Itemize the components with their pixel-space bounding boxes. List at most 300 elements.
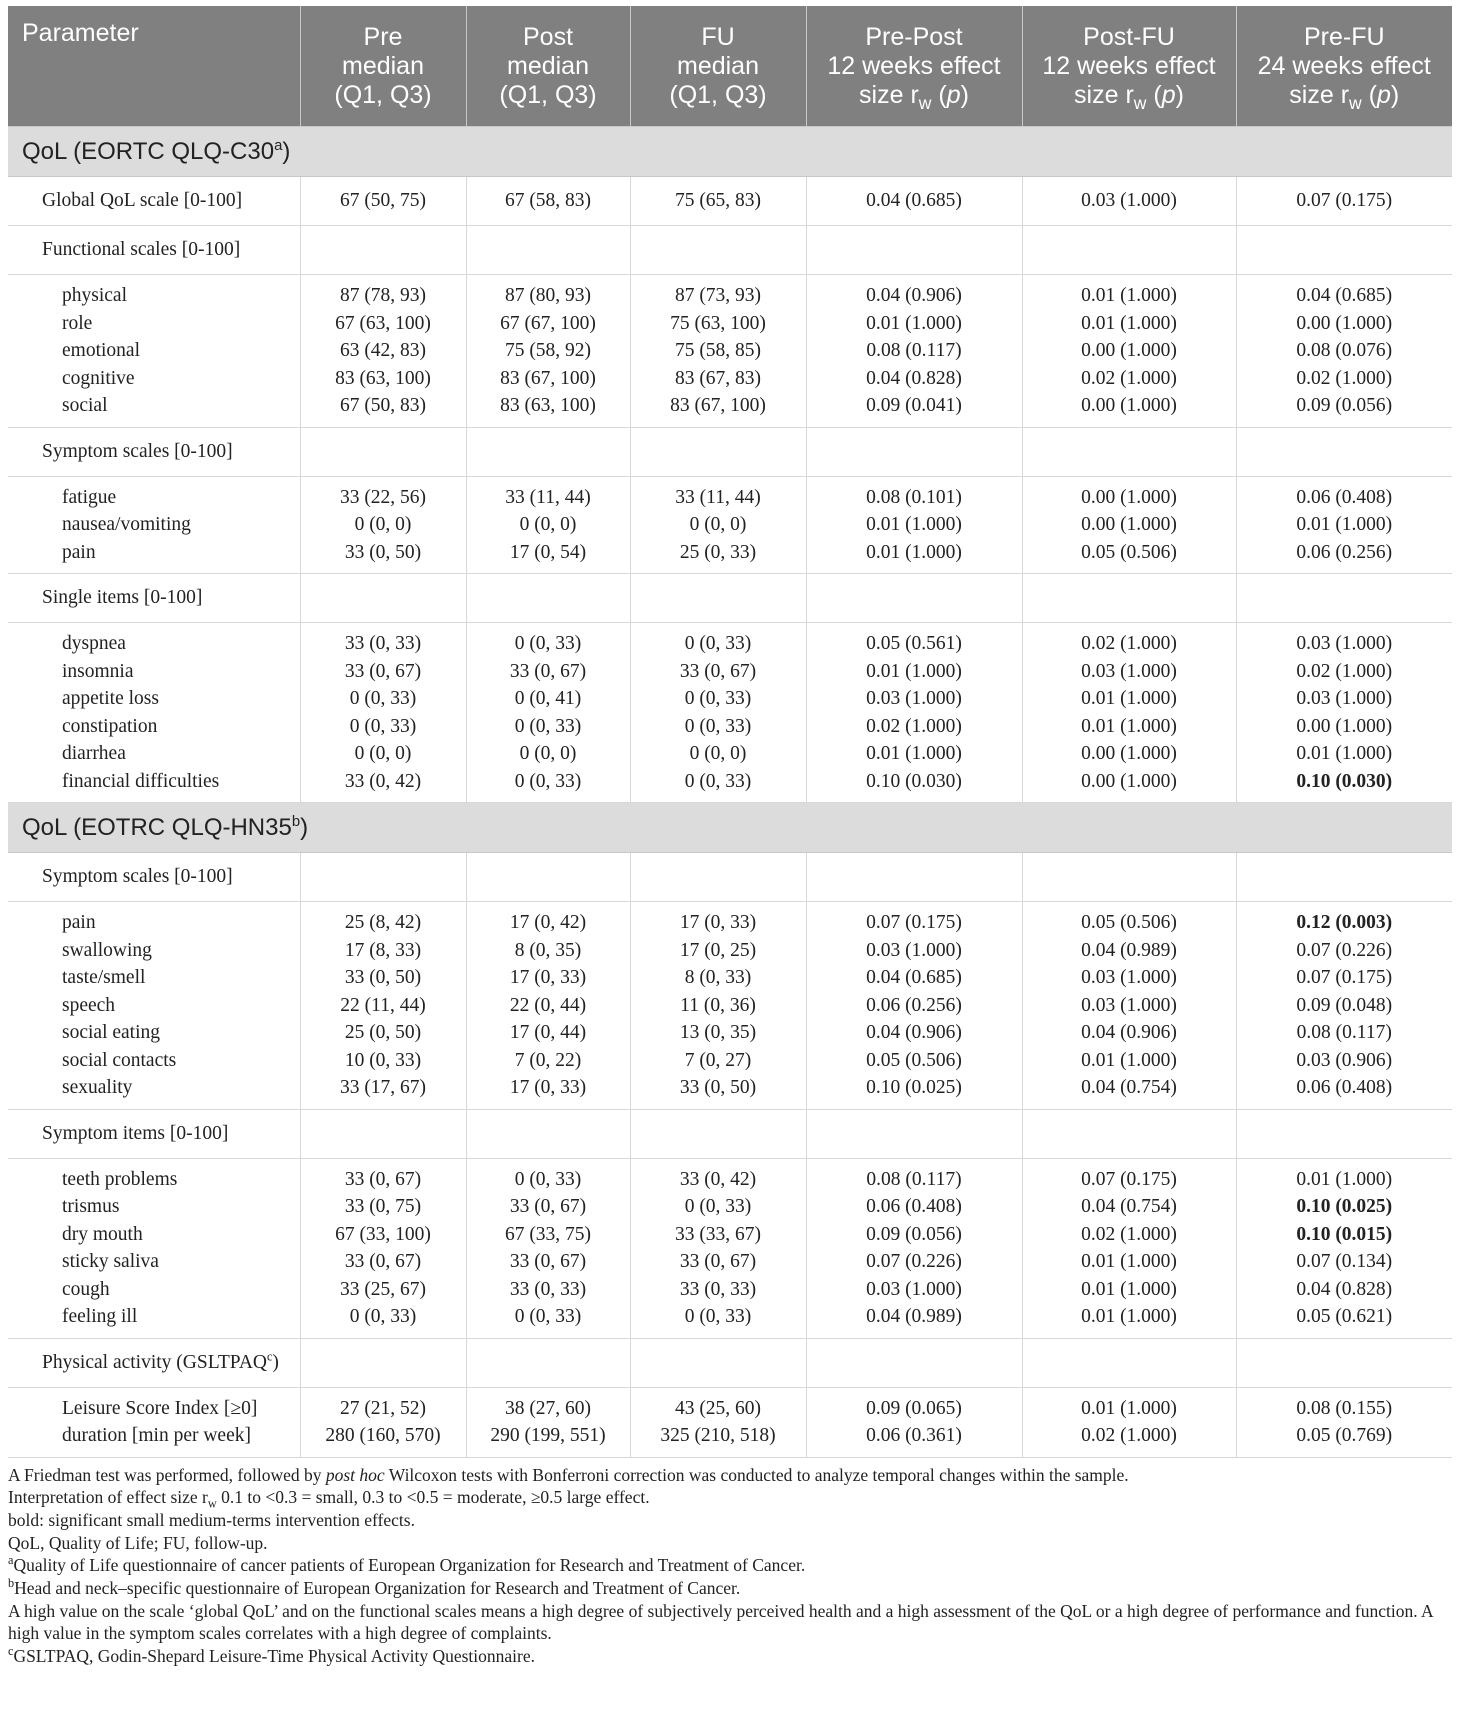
table-cell: 0.00 (1.000): [1022, 511, 1236, 539]
table-cell: 0.02 (1.000): [1236, 658, 1452, 686]
footnote-a: $^a$Quality of Life questionnaire of cancer patients of European Organization for Research and Treatment of Cancer.: [8, 1553, 806, 1576]
empty-cell: [466, 574, 630, 623]
table-cell: 33 (0, 50): [300, 964, 466, 992]
row-label: dyspnea: [62, 633, 126, 654]
table-cell: 43 (25, 60): [630, 1387, 806, 1422]
table-cell: 67 (50, 83): [300, 392, 466, 427]
table-cell: 33 (0, 67): [630, 658, 806, 686]
table-cell: 0.04 (0.685): [1236, 275, 1452, 310]
table-cell: 0.00 (1.000): [1022, 768, 1236, 803]
table-body: [8, 127, 1452, 1458]
empty-cell: [1236, 574, 1452, 623]
table-cell: 0.10 (0.030): [1236, 768, 1452, 803]
group-header-row: [8, 226, 1452, 275]
table-cell: 0.03 (1.000): [1022, 658, 1236, 686]
row-label: taste/smell: [62, 967, 146, 988]
group-label: [8, 427, 300, 476]
table-cell: 0.01 (1.000): [806, 511, 1022, 539]
table-cell: 0.01 (1.000): [1022, 1276, 1236, 1304]
row-label: diarrhea: [62, 743, 126, 764]
empty-cell: [466, 1109, 630, 1158]
table-cell: 22 (0, 44): [466, 992, 630, 1020]
table-cell: 0.07 (0.226): [806, 1248, 1022, 1276]
table-cell: 0.03 (1.000): [1236, 623, 1452, 658]
row-label: dry mouth: [62, 1223, 143, 1245]
table-cell: 0.04 (0.685): [806, 177, 1022, 226]
row-label: sexuality: [8, 1074, 300, 1109]
table-cell: 0.08 (0.101): [806, 476, 1022, 511]
row-label: fatigue: [62, 486, 117, 508]
group-label-text: Single items [0-100]: [42, 587, 203, 608]
empty-cell: [806, 427, 1022, 476]
table-cell: 0.07 (0.134): [1236, 1248, 1452, 1276]
table-cell: 0.04 (0.906): [806, 275, 1022, 310]
table-row: [8, 992, 1452, 1020]
row-label: constipation: [62, 715, 158, 737]
table-cell: 0.01 (1.000): [1022, 713, 1236, 741]
table-cell: 83 (63, 100): [466, 392, 630, 427]
table-row: [8, 337, 1452, 365]
empty-cell: [630, 853, 806, 902]
empty-cell: [806, 574, 1022, 623]
table-cell: 290 (199, 551): [466, 1422, 630, 1457]
table-cell: 0.01 (1.000): [806, 310, 1022, 338]
table-cell: 0.06 (0.256): [1236, 539, 1452, 574]
row-label: trismus: [62, 1196, 120, 1217]
section-header-row: [8, 803, 1452, 853]
table-cell: 0.04 (0.685): [806, 964, 1022, 992]
table-cell: 0.08 (0.117): [1236, 1019, 1452, 1047]
table-cell: 0 (0, 33): [300, 713, 466, 741]
section-header-row: [8, 127, 1452, 177]
table-cell: 0.12 (0.003): [1236, 902, 1452, 937]
table-cell: 33 (0, 67): [300, 1248, 466, 1276]
group-label-end: ): [272, 1351, 279, 1373]
table-cell: 33 (0, 50): [630, 1074, 806, 1109]
table-cell: 67 (50, 75): [300, 177, 466, 226]
footnote-bold: bold: significant small medium-terms intervention effects.: [8, 1509, 415, 1530]
table-cell: 0 (0, 0): [300, 511, 466, 539]
header-post-fu: Post-FU 12 weeks effect size $r_w$ (p): [1022, 6, 1236, 127]
table-cell: 33 (0, 33): [630, 1276, 806, 1304]
table-cell: 0.03 (1.000): [1022, 964, 1236, 992]
table-cell: 13 (0, 35): [630, 1019, 806, 1047]
table-cell: 0 (0, 0): [630, 740, 806, 768]
table-cell: 0.03 (1.000): [806, 685, 1022, 713]
table-cell: 0.06 (0.408): [806, 1193, 1022, 1221]
group-label: [8, 1338, 300, 1387]
table-cell: 75 (63, 100): [630, 310, 806, 338]
table-row: [8, 937, 1452, 965]
results-table: [8, 6, 1452, 1458]
table-cell: 83 (67, 83): [630, 365, 806, 393]
empty-cell: [1022, 226, 1236, 275]
table-cell: 0.01 (1.000): [1022, 275, 1236, 310]
row-label: social: [8, 392, 300, 427]
row-label: appetite loss: [62, 688, 159, 709]
row-label: swallowing: [62, 939, 152, 961]
row-label: speech: [62, 994, 116, 1016]
table-cell: 0.07 (0.175): [1022, 1158, 1236, 1193]
header-pre-post: Pre-Post 12 weeks effect size $r_w$ (p): [806, 6, 1022, 127]
table-cell: 0.04 (0.906): [806, 1019, 1022, 1047]
table-cell: 0.09 (0.041): [806, 392, 1022, 427]
table-row: [8, 1276, 1452, 1304]
table-cell: 0.04 (0.754): [1022, 1074, 1236, 1109]
table-cell: 0 (0, 33): [630, 1193, 806, 1221]
table-cell: 75 (65, 83): [630, 177, 806, 226]
table-cell: 67 (67, 100): [466, 310, 630, 338]
table-cell: 0.01 (1.000): [1236, 740, 1452, 768]
table-row: [8, 539, 1452, 574]
table-row: [8, 1303, 1452, 1338]
group-header-row: [8, 427, 1452, 476]
table-cell: 0.02 (1.000): [806, 713, 1022, 741]
table-cell: 33 (0, 33): [466, 1276, 630, 1304]
table-row: [8, 1422, 1452, 1457]
section-title-text: QoL (EORTC QLQ-C30: [22, 137, 275, 165]
table-cell: 0 (0, 0): [630, 511, 806, 539]
group-label: [8, 1109, 300, 1158]
table-cell: 0.03 (1.000): [1022, 992, 1236, 1020]
table-row: [8, 310, 1452, 338]
header-pre-fu: Pre-FU 24 weeks effect size $r_w$ (p): [1236, 6, 1452, 127]
table-cell: 0.00 (1.000): [1022, 392, 1236, 427]
table-cell: 83 (63, 100): [300, 365, 466, 393]
empty-cell: [1022, 853, 1236, 902]
section-title: QoL (EORTC QLQ-C30$^a$): [8, 127, 1452, 177]
footnote-c: $^c$GSLTPAQ, Godin-Shepard Leisure-Time Physical Activity Questionnaire.: [8, 1644, 536, 1667]
table-cell: 0.04 (0.989): [1022, 937, 1236, 965]
empty-cell: [300, 574, 466, 623]
empty-cell: [466, 1338, 630, 1387]
table-cell: 8 (0, 35): [466, 937, 630, 965]
table-cell: 33 (0, 67): [300, 1158, 466, 1193]
table-cell: 33 (11, 44): [630, 476, 806, 511]
table-row: [8, 1387, 1452, 1422]
row-label: social eating: [62, 1022, 161, 1043]
table-cell: 27 (21, 52): [300, 1387, 466, 1422]
table-cell: 75 (58, 85): [630, 337, 806, 365]
table-cell: 0.04 (0.906): [1022, 1019, 1236, 1047]
row-label: insomnia: [62, 660, 134, 682]
table-cell: 17 (0, 25): [630, 937, 806, 965]
table-row: [8, 658, 1452, 686]
table-cell: 33 (0, 75): [300, 1193, 466, 1221]
table-cell: 0 (0, 0): [300, 740, 466, 768]
table-cell: 11 (0, 36): [630, 992, 806, 1020]
table-cell: 33 (0, 67): [466, 1193, 630, 1221]
table-cell: 17 (0, 33): [630, 902, 806, 937]
empty-cell: [1236, 1109, 1452, 1158]
section-title-sup: a: [274, 137, 283, 154]
table-row: [8, 177, 1452, 226]
table-cell: 0.08 (0.117): [806, 337, 1022, 365]
table-cell: 0.06 (0.408): [1236, 476, 1452, 511]
table-cell: 0.01 (1.000): [806, 740, 1022, 768]
empty-cell: [466, 853, 630, 902]
table-cell: 33 (0, 67): [300, 658, 466, 686]
table-cell: 33 (25, 67): [300, 1276, 466, 1304]
table-cell: 0.00 (1.000): [1236, 310, 1452, 338]
table-cell: 0 (0, 33): [466, 768, 630, 803]
row-label: social contacts: [62, 1049, 177, 1071]
empty-cell: [630, 574, 806, 623]
row-label: emotional: [62, 340, 140, 361]
row-label: teeth problems: [62, 1168, 178, 1190]
table-cell: 0.01 (1.000): [1022, 1303, 1236, 1338]
table-cell: 17 (0, 33): [466, 964, 630, 992]
table-cell: 0.02 (1.000): [1236, 365, 1452, 393]
table-row: [8, 740, 1452, 768]
table-cell: 0 (0, 33): [466, 713, 630, 741]
group-header-row: [8, 1338, 1452, 1387]
table-cell: 7 (0, 22): [466, 1047, 630, 1075]
empty-cell: [1022, 1338, 1236, 1387]
row-label: duration [min per week]: [8, 1422, 300, 1457]
group-label-text: Symptom scales [0-100]: [42, 440, 233, 462]
empty-cell: [300, 226, 466, 275]
empty-cell: [806, 1109, 1022, 1158]
table-cell: 17 (0, 33): [466, 1074, 630, 1109]
table-cell: 0.05 (0.769): [1236, 1422, 1452, 1457]
table-row: [8, 1047, 1452, 1075]
table-cell: 63 (42, 83): [300, 337, 466, 365]
header-post: Post median (Q1, Q3): [466, 6, 630, 127]
table-row: [8, 768, 1452, 803]
section-title-sup: b: [291, 813, 301, 830]
table-cell: 87 (80, 93): [466, 275, 630, 310]
row-label: pain: [8, 539, 300, 574]
table-cell: 67 (58, 83): [466, 177, 630, 226]
group-label-sup: c: [266, 1349, 273, 1363]
table-cell: 0.00 (1.000): [1236, 713, 1452, 741]
table-cell: 87 (73, 93): [630, 275, 806, 310]
table-cell: 33 (0, 42): [300, 768, 466, 803]
table-cell: 17 (0, 44): [466, 1019, 630, 1047]
table-cell: 0.05 (0.506): [1022, 539, 1236, 574]
empty-cell: [806, 226, 1022, 275]
table-cell: 0.04 (0.828): [806, 365, 1022, 393]
table-row: [8, 623, 1452, 658]
empty-cell: [300, 1338, 466, 1387]
table-cell: 0.09 (0.056): [1236, 392, 1452, 427]
row-label: cognitive: [62, 367, 135, 389]
table-cell: 0.10 (0.025): [1236, 1193, 1452, 1221]
row-label: cough: [62, 1278, 110, 1300]
table-cell: 17 (0, 42): [466, 902, 630, 937]
row-label: pain: [62, 912, 96, 933]
table-cell: 0.05 (0.506): [1022, 902, 1236, 937]
table-row: [8, 902, 1452, 937]
table-cell: 7 (0, 27): [630, 1047, 806, 1075]
table-cell: 0.01 (1.000): [1236, 511, 1452, 539]
empty-cell: [1022, 574, 1236, 623]
table-cell: 0.04 (0.989): [806, 1303, 1022, 1338]
table-row: [8, 1248, 1452, 1276]
table-cell: 33 (0, 42): [630, 1158, 806, 1193]
table-row: [8, 713, 1452, 741]
table-cell: 0.00 (1.000): [1022, 740, 1236, 768]
table-cell: 0.04 (0.754): [1022, 1193, 1236, 1221]
table-cell: 0.09 (0.048): [1236, 992, 1452, 1020]
empty-cell: [466, 427, 630, 476]
row-label: nausea/vomiting: [62, 514, 191, 535]
table-cell: 0 (0, 33): [466, 623, 630, 658]
table-cell: 0.01 (1.000): [1022, 685, 1236, 713]
header-pre: Pre median (Q1, Q3): [300, 6, 466, 127]
table-cell: 0.06 (0.408): [1236, 1074, 1452, 1109]
row-label: financial difficulties: [8, 768, 300, 803]
table-cell: 0.03 (1.000): [1236, 685, 1452, 713]
table-cell: 0.02 (1.000): [1022, 1422, 1236, 1457]
group-header-row: [8, 853, 1452, 902]
table-cell: 0.08 (0.155): [1236, 1387, 1452, 1422]
table-row: [8, 1019, 1452, 1047]
table-cell: 0 (0, 33): [630, 1303, 806, 1338]
table-cell: 0 (0, 0): [466, 740, 630, 768]
row-label: sticky saliva: [62, 1251, 159, 1272]
group-label: [8, 574, 300, 623]
table-cell: 0 (0, 41): [466, 685, 630, 713]
table-cell: 0.02 (1.000): [1022, 1221, 1236, 1249]
footnote-b: $^b$Head and neck–specific questionnaire of European Organization for Research and Treatment of Cancer.: [8, 1576, 741, 1599]
group-label-text: Physical activity (GSLTPAQ: [42, 1351, 267, 1373]
table-cell: 0.01 (1.000): [1022, 1047, 1236, 1075]
empty-cell: [300, 1109, 466, 1158]
table-cell: 83 (67, 100): [630, 392, 806, 427]
header-fu: FU median (Q1, Q3): [630, 6, 806, 127]
empty-cell: [630, 427, 806, 476]
table-cell: 0 (0, 33): [466, 1158, 630, 1193]
table-row: [8, 1221, 1452, 1249]
section-title: QoL (EOTRC QLQ-HN35$^b$): [8, 803, 1452, 853]
table-cell: 33 (17, 67): [300, 1074, 466, 1109]
table-cell: 0.02 (1.000): [1022, 365, 1236, 393]
empty-cell: [630, 226, 806, 275]
table-cell: 33 (11, 44): [466, 476, 630, 511]
empty-cell: [300, 427, 466, 476]
empty-cell: [1236, 853, 1452, 902]
table-cell: 17 (0, 54): [466, 539, 630, 574]
table-cell: 0.05 (0.621): [1236, 1303, 1452, 1338]
table-cell: 33 (0, 50): [300, 539, 466, 574]
group-label-text: Functional scales [0-100]: [42, 239, 241, 260]
results-table-container: [8, 6, 1452, 1668]
table-cell: 25 (0, 50): [300, 1019, 466, 1047]
table-row: [8, 1074, 1452, 1109]
table-row: [8, 365, 1452, 393]
table-cell: 33 (22, 56): [300, 476, 466, 511]
footnote-effect-size: Interpretation of effect size $r_w$ 0.1 to <0.3 = small, 0.3 to <0.5 = moderate, ≥0.5 large effect.: [8, 1487, 650, 1511]
row-label: Leisure Score Index [≥0]: [62, 1397, 258, 1419]
table-cell: 0.08 (0.076): [1236, 337, 1452, 365]
table-row: [8, 1193, 1452, 1221]
group-header-row: [8, 574, 1452, 623]
footnote-method: A Friedman test was performed, followed by post hoc Wilcoxon tests with Bonferroni correction was conducted to analyze temporal changes within the sample.: [8, 1464, 1129, 1485]
table-cell: 0.10 (0.015): [1236, 1221, 1452, 1249]
table-cell: 17 (8, 33): [300, 937, 466, 965]
table-cell: 0.05 (0.561): [806, 623, 1022, 658]
table-cell: 33 (0, 67): [630, 1248, 806, 1276]
table-cell: 0.02 (1.000): [1022, 623, 1236, 658]
table-cell: 0.01 (1.000): [1022, 1248, 1236, 1276]
table-cell: 0 (0, 0): [466, 511, 630, 539]
table-cell: 8 (0, 33): [630, 964, 806, 992]
table-cell: 0.01 (1.000): [1236, 1158, 1452, 1193]
table-cell: 0 (0, 33): [300, 1303, 466, 1338]
table-cell: 87 (78, 93): [300, 275, 466, 310]
empty-cell: [466, 226, 630, 275]
table-cell: 0.04 (0.828): [1236, 1276, 1452, 1304]
empty-cell: [300, 853, 466, 902]
table-cell: 83 (67, 100): [466, 365, 630, 393]
section-title-text: QoL (EOTRC QLQ-HN35: [22, 813, 292, 841]
table-cell: 0.09 (0.056): [806, 1221, 1022, 1249]
table-cell: 0.01 (1.000): [1022, 1387, 1236, 1422]
row-label: Global QoL scale [0-100]: [8, 177, 300, 226]
table-cell: 38 (27, 60): [466, 1387, 630, 1422]
table-cell: 33 (0, 67): [466, 1248, 630, 1276]
table-cell: 325 (210, 518): [630, 1422, 806, 1457]
table-cell: 280 (160, 570): [300, 1422, 466, 1457]
group-header-row: [8, 1109, 1452, 1158]
table-cell: 0.01 (1.000): [806, 658, 1022, 686]
table-cell: 0.08 (0.117): [806, 1158, 1022, 1193]
table-cell: 0.01 (1.000): [1022, 310, 1236, 338]
table-cell: 0 (0, 33): [300, 685, 466, 713]
table-cell: 25 (0, 33): [630, 539, 806, 574]
table-row: [8, 476, 1452, 511]
table-cell: 0.10 (0.030): [806, 768, 1022, 803]
table-cell: 0.06 (0.361): [806, 1422, 1022, 1457]
table-cell: 10 (0, 33): [300, 1047, 466, 1075]
table-cell: 0.01 (1.000): [806, 539, 1022, 574]
row-label: role: [62, 312, 93, 334]
table-row: [8, 275, 1452, 310]
table-cell: 0.10 (0.025): [806, 1074, 1022, 1109]
table-cell: 0.09 (0.065): [806, 1387, 1022, 1422]
empty-cell: [1236, 1338, 1452, 1387]
table-cell: 0.03 (1.000): [1022, 177, 1236, 226]
table-row: [8, 964, 1452, 992]
group-label: [8, 226, 300, 275]
header-row: [8, 6, 1452, 127]
table-cell: 0 (0, 33): [630, 768, 806, 803]
empty-cell: [630, 1109, 806, 1158]
table-cell: 0.03 (1.000): [806, 937, 1022, 965]
empty-cell: [806, 1338, 1022, 1387]
table-footnotes: [8, 1464, 1452, 1668]
table-cell: 0.05 (0.506): [806, 1047, 1022, 1075]
table-cell: 25 (8, 42): [300, 902, 466, 937]
empty-cell: [1236, 427, 1452, 476]
table-cell: 0 (0, 33): [630, 685, 806, 713]
row-label: feeling ill: [8, 1303, 300, 1338]
table-cell: 22 (11, 44): [300, 992, 466, 1020]
table-cell: 0.07 (0.175): [806, 902, 1022, 937]
table-cell: 67 (33, 100): [300, 1221, 466, 1249]
table-cell: 75 (58, 92): [466, 337, 630, 365]
table-cell: 67 (33, 75): [466, 1221, 630, 1249]
table-row: [8, 1158, 1452, 1193]
empty-cell: [1236, 226, 1452, 275]
group-label: [8, 853, 300, 902]
footnote-abbreviations: QoL, Quality of Life; FU, follow-up.: [8, 1532, 268, 1553]
table-cell: 33 (0, 67): [466, 658, 630, 686]
group-label-text: Symptom items [0-100]: [42, 1122, 229, 1144]
table-cell: 0 (0, 33): [466, 1303, 630, 1338]
